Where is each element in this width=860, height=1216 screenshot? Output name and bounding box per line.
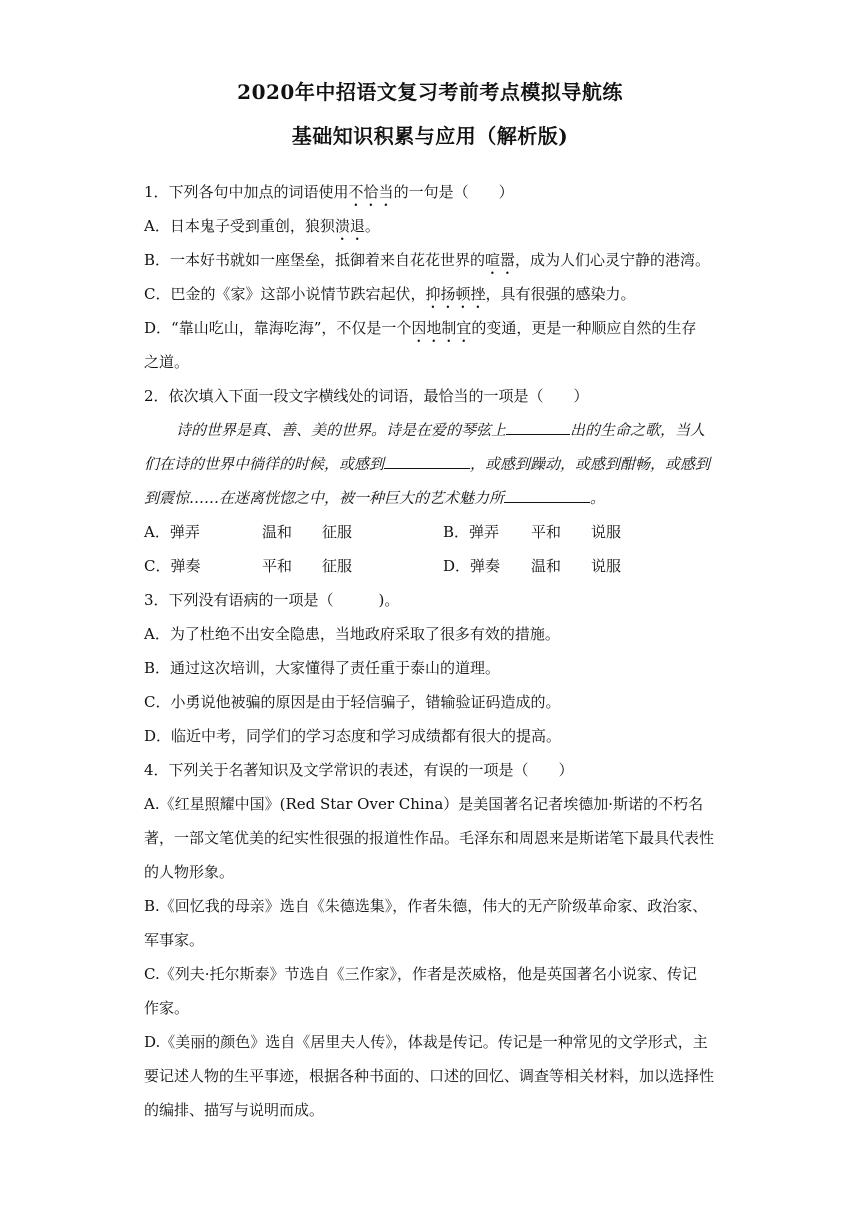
q2-option-c: C．弹奏 平和 征服 (144, 557, 353, 575)
q4-stem: 4．下列关于名著知识及文学常识的表述，有误的一项是（ ） (144, 761, 574, 779)
q4-option-a-line-3: 的人物形象。 (144, 863, 235, 881)
q4-option-a-line-2: 著，一部文笔优美的纪实性很强的报道性作品。毛泽东和周恩来是斯诺笔下最具代表性 (144, 829, 715, 847)
q2-passage-line-1: 诗的世界是真、善、美的世界。诗是在爱的琴弦上 出的生命之歌，当人 (176, 421, 706, 439)
q1-option-d: D．“靠山吃山，靠海吃海”，不仅是一个因地制宜的变通，更是一种顺应自然的生存 (144, 319, 697, 337)
q3-option-c: C．小勇说他被骗的原因是由于轻信骗子，错输验证码造成的。 (144, 693, 561, 711)
blank-2 (384, 454, 470, 469)
blank-1 (506, 420, 570, 435)
q4-option-c-line-2: 作家。 (144, 999, 190, 1017)
q2-option-d: D．弹奏 温和 说服 (443, 557, 622, 575)
page-title: 2020年中招语文复习考前考点模拟导航练 (237, 80, 623, 104)
q4-option-c-line-1: C.《列夫·托尔斯泰》节选自《三作家》，作者是茨威格，他是英国著名小说家、传记 (144, 965, 697, 983)
q2-stem: 2．依次填入下面一段文字横线处的词语，最恰当的一项是（ ） (144, 387, 589, 405)
blank-3 (504, 488, 590, 503)
q1-option-a: A．日本鬼子受到重创，狼狈溃退。 (144, 217, 380, 235)
q4-option-b-line-1: B.《回忆我的母亲》选自《朱德选集》，作者朱德，伟大的无产阶级革命家、政治家、 (144, 897, 708, 915)
page-subtitle: 基础知识积累与应用（解析版) (291, 124, 569, 148)
q4-option-b-line-2: 军事家。 (144, 931, 205, 949)
q1-option-d-cont: 之道。 (144, 353, 190, 371)
q4-option-d-line-3: 的编排、描写与说明而成。 (144, 1101, 325, 1119)
q2-option-a: A．弹弄 温和 征服 (144, 523, 353, 541)
q3-option-a: A．为了杜绝不出安全隐患，当地政府采取了很多有效的措施。 (144, 625, 560, 643)
q2-option-b: B．弹弄 平和 说服 (443, 523, 622, 541)
q1-stem: 1．下列各句中加点的词语使用不恰当的一句是（ ） (144, 183, 514, 201)
q2-passage-line-2: 们在诗的世界中徜徉的时候，或感到 ，或感到躁动，或感到酣畅，或感到 (144, 455, 711, 473)
q3-stem: 3．下列没有语病的一项是（ )。 (144, 591, 400, 609)
q4-option-d-line-1: D.《美丽的颜色》选自《居里夫人传》，体裁是传记。传记是一种常见的文学形式，主 (144, 1033, 708, 1051)
q4-option-d-line-2: 要记述人物的生平事迹，根据各种书面的、口述的回忆、调查等相关材料，加以选择性 (144, 1067, 715, 1085)
q1-option-b: B．一本好书就如一座堡垒，抵御着来自花花世界的喧嚣，成为人们心灵宁静的港湾。 (144, 251, 711, 269)
q3-option-d: D．临近中考，同学们的学习态度和学习成绩都有很大的提高。 (144, 727, 562, 745)
q2-passage-line-3: 到震惊……在迷离恍惚之中，被一种巨大的艺术魅力所 。 (144, 489, 606, 507)
q1-option-c: C．巴金的《家》这部小说情节跌宕起伏，抑扬顿挫，具有很强的感染力。 (144, 285, 636, 303)
q4-option-a-line-1: A.《红星照耀中国》(Red Star Over China）是美国著名记者埃德加·斯诺的不朽名 (144, 795, 704, 813)
q3-option-b: B．通过这次培训，大家懂得了责任重于泰山的道理。 (144, 659, 501, 677)
